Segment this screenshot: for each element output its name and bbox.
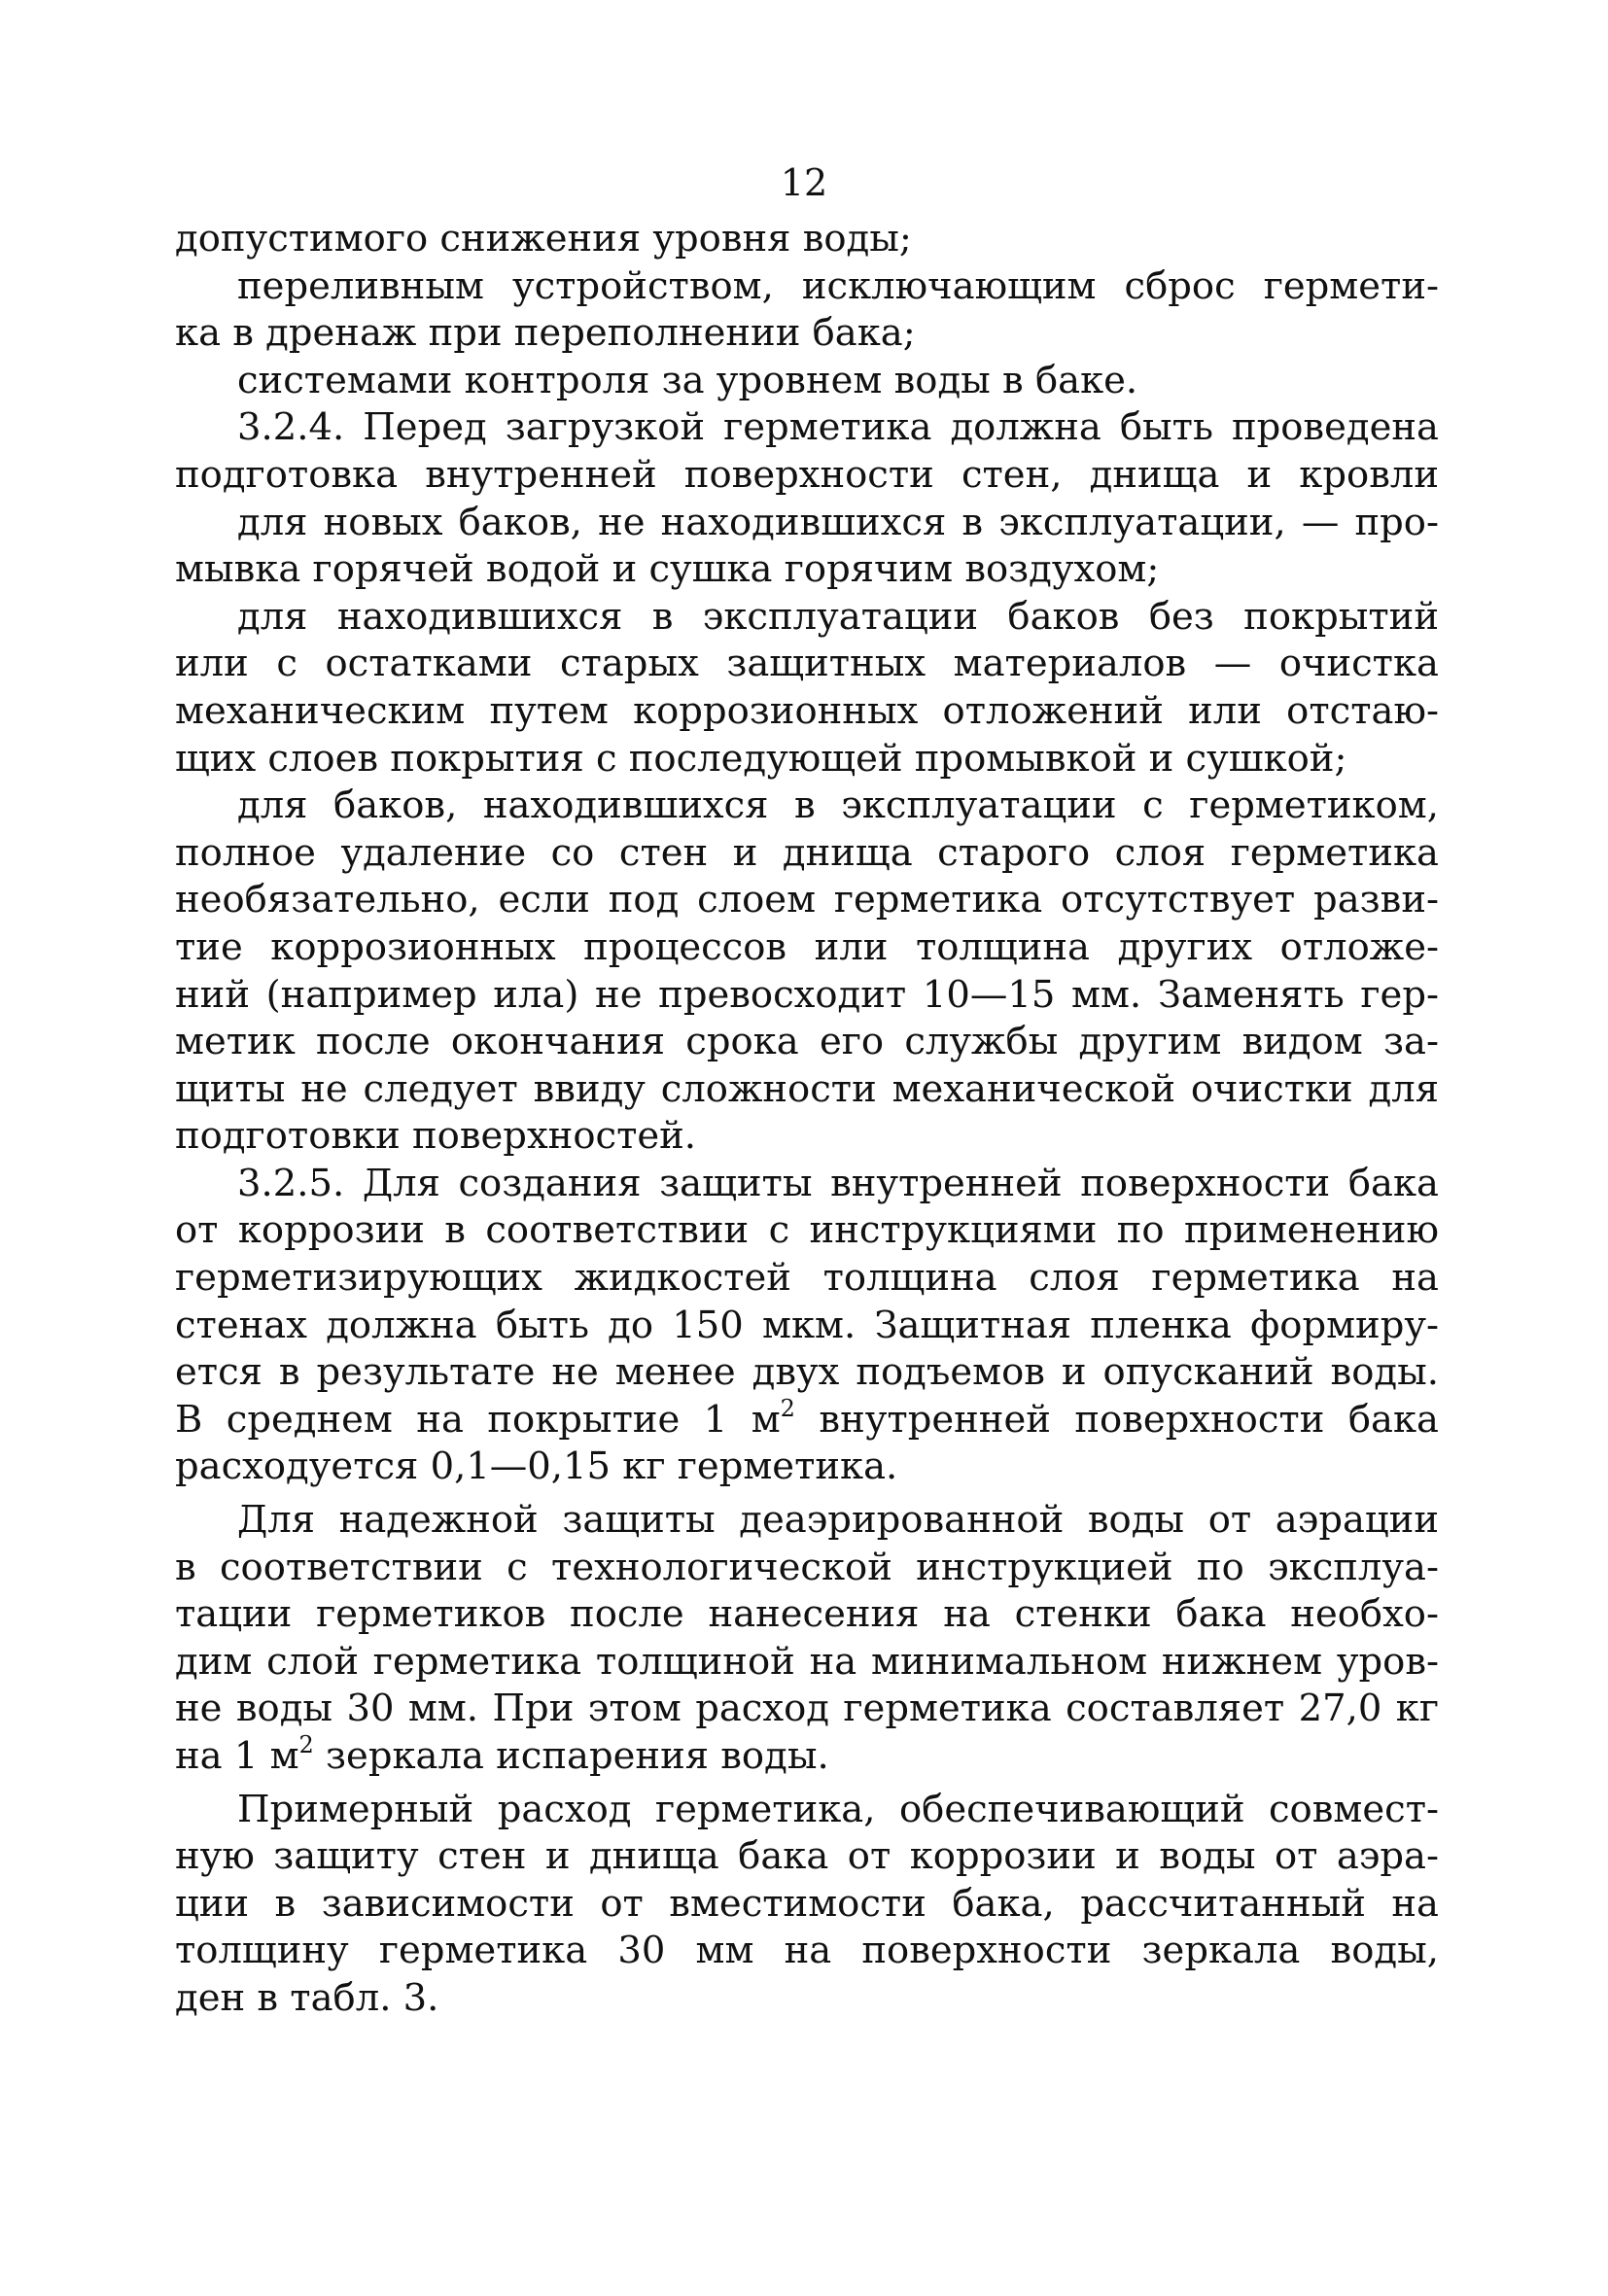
text-line-with-superscript <box>175 1733 1439 1781</box>
text-fragment: на 1 м <box>175 1734 299 1778</box>
text-line: Для надежной защиты деаэрированной воды от аэрации <box>237 1498 1439 1543</box>
text-line: 3.2.4. Перед загрузкой герметика должна быть проведена <box>237 405 1439 450</box>
superscript: 2 <box>780 1396 795 1423</box>
text-line: ка в дренаж при переполнении бака; <box>175 311 916 356</box>
text-fragment: В среднем на покрытие 1 м <box>175 1397 781 1442</box>
text-line: щих слоев покрытия с последующей промывкой и сушкой; <box>175 736 1347 781</box>
text-line: для находившихся в эксплуатации баков без покрытий <box>237 594 1439 639</box>
text-line: метик после окончания срока его службы другим видом за- <box>175 1020 1439 1064</box>
text-line: ден в табл. 3. <box>175 1975 439 2020</box>
text-line: дим слой герметика толщиной на минимальном нижнем уров- <box>175 1639 1439 1684</box>
text-line: в соответствии с технологической инструкцией по эксплуа- <box>175 1545 1439 1589</box>
text-line: не воды 30 мм. При этом расход герметика составляет 27,0 кг <box>175 1687 1439 1731</box>
text-line: расходуется 0,1—0,15 кг герметика. <box>175 1444 898 1489</box>
text-line: тации герметиков после нанесения на стенки бака необхо- <box>175 1592 1439 1637</box>
text-line: механическим путем коррозионных отложений или отстаю- <box>175 688 1439 733</box>
text-line-with-superscript <box>175 1397 1439 1444</box>
text-line: ции в зависимости от вместимости бака, рассчитанный на <box>175 1881 1439 1926</box>
text-line: 3.2.5. Для создания защиты внутренней поверхности бака <box>237 1161 1439 1205</box>
text-line: мывка горячей водой и сушка горячим воздухом; <box>175 547 1160 592</box>
text-line: ний (например ила) не превосходит 10—15 мм. Заменять гер- <box>175 972 1439 1017</box>
text-line: для баков, находившихся в эксплуатации с герметиком, <box>237 783 1439 828</box>
superscript: 2 <box>298 1731 314 1759</box>
text-line: системами контроля за уровнем воды в баке. <box>237 358 1138 402</box>
text-line: необязательно, если под слоем герметика отсутствует разви- <box>175 878 1439 922</box>
text-line: переливным устройством, исключающим сброс гермети- <box>237 263 1439 308</box>
text-line: подготовки поверхностей. <box>175 1114 697 1159</box>
text-line: тие коррозионных процессов или толщина других отложе- <box>175 924 1439 969</box>
text-line: герметизирующих жидкостей толщина слоя герметика на <box>175 1256 1439 1301</box>
text-line: стенах должна быть до 150 мкм. Защитная пленка формиру- <box>175 1303 1439 1347</box>
text-line: щиты не следует ввиду сложности механической очистки для <box>175 1066 1439 1111</box>
text-line: для новых баков, не находившихся в эксплуатации, — про- <box>237 500 1439 544</box>
text-fragment: зеркала испарения воды. <box>313 1734 829 1778</box>
text-line: допустимого снижения уровня воды; <box>175 217 912 261</box>
text-line: Примерный расход герметика, обеспечивающий совмест- <box>237 1787 1439 1831</box>
text-line: или с остатками старых защитных материалов — очистка <box>175 642 1439 686</box>
text-line: ется в результате не менее двух подъемов и опусканий воды. <box>175 1350 1439 1395</box>
body-text <box>175 216 1439 2023</box>
text-line: полное удаление со стен и днища старого слоя герметика <box>175 830 1439 875</box>
text-line: от коррозии в соответствии с инструкциями по применению <box>175 1208 1439 1253</box>
text-line: ную защиту стен и днища бака от коррозии и воды от аэра- <box>175 1834 1439 1879</box>
page-number: 12 <box>780 161 828 204</box>
text-line: толщину герметика 30 мм на поверхности зеркала воды, <box>175 1929 1439 1973</box>
text-fragment: внутренней поверхности бака <box>794 1397 1439 1442</box>
text-line: подготовка внутренней поверхности стен, днища и кровли <box>175 452 1439 497</box>
